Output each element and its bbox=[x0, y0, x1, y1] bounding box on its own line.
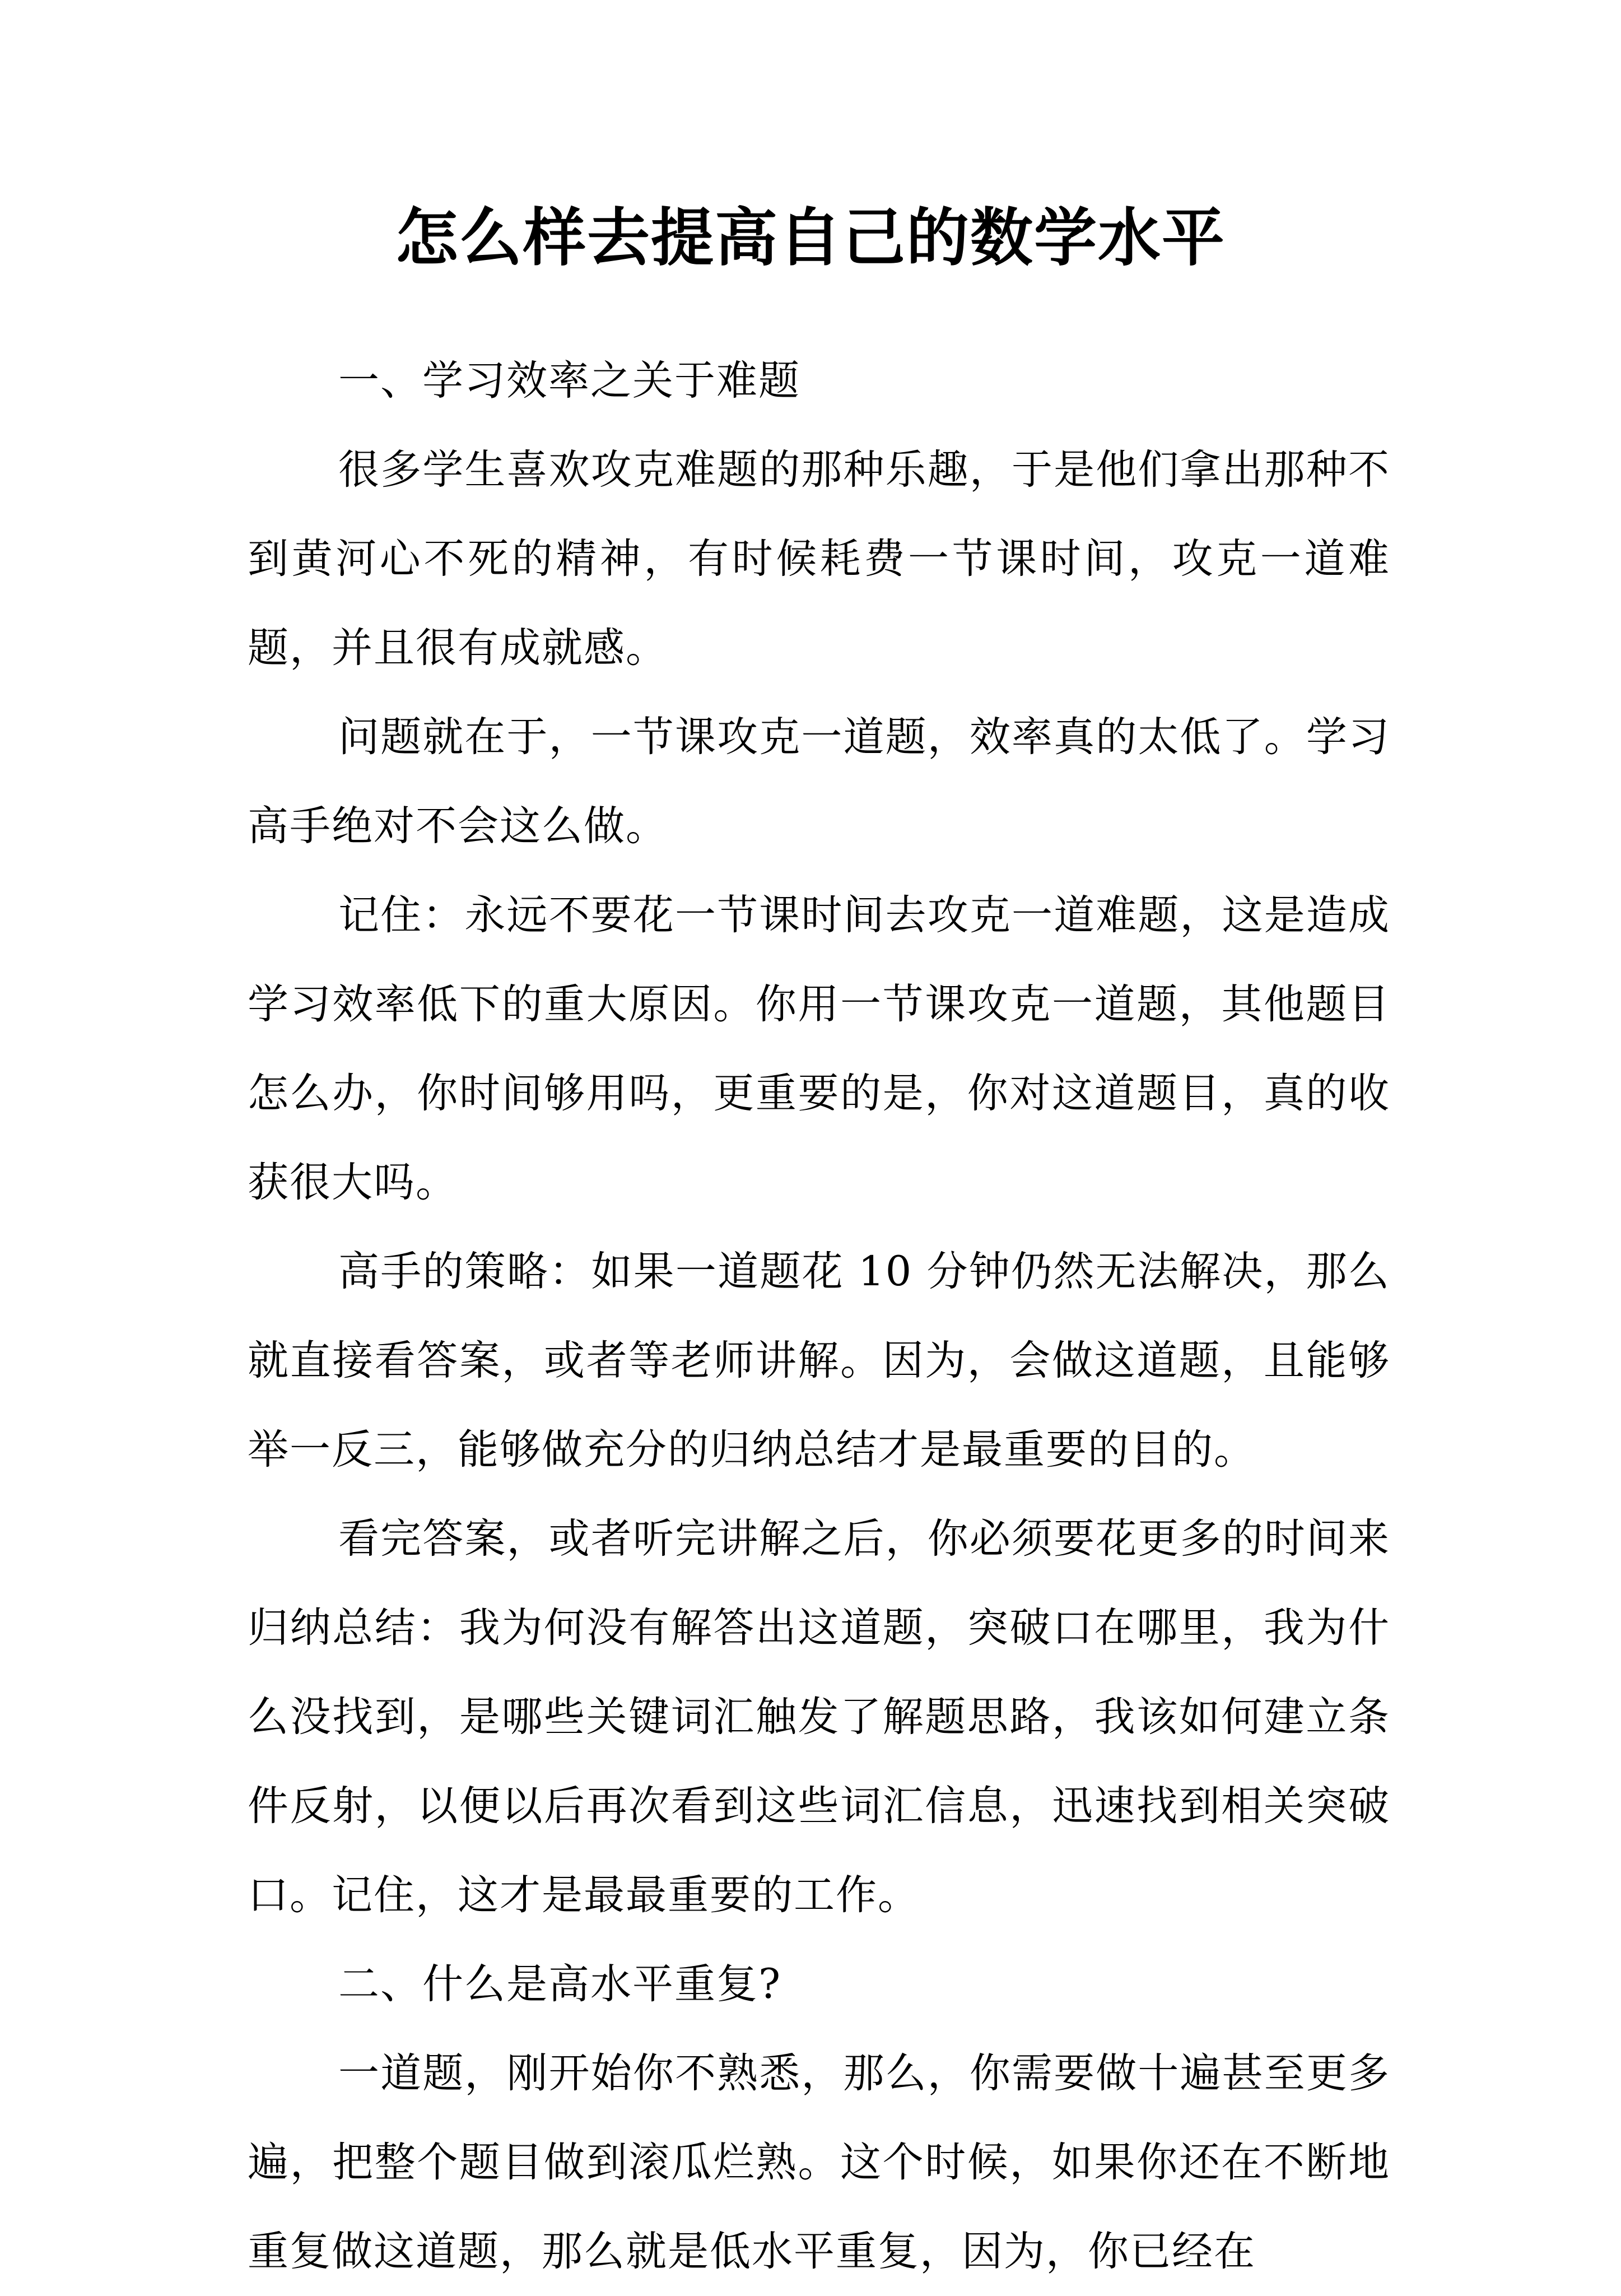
paragraph-3: 记住：永远不要花一节课时间去攻克一道难题，这是造成学习效率低下的重大原因。你用一节课攻克一道题，其他题目怎么办，你时间够用吗，更重要的是，你对这道题目，真的收获很大吗。 bbox=[248, 891, 1390, 1206]
paragraph-4: 高手的策略：如果一道题花 10 分钟仍然无法解决，那么就直接看答案，或者等老师讲解。因为，会做这道题，且能够举一反三，能够做充分的归纳总结才是最重要的目的。 bbox=[248, 1248, 1390, 1474]
document-title: 怎么样去提高自己的数学水平 bbox=[395, 201, 1226, 275]
paragraph-2: 问题就在于，一节课攻克一道题，效率真的太低了。学习高手绝对不会这么做。 bbox=[248, 713, 1390, 850]
paragraph-5: 看完答案，或者听完讲解之后，你必须要花更多的时间来归纳总结：我为何没有解答出这道题，突破口在哪里，我为什么没找到，是哪些关键词汇触发了解题思路，我该如何建立条件反射，以便以后再次看到这些词汇信息，迅速找到相关突破口。记住，这才是最最重要的工作。 bbox=[248, 1515, 1390, 1919]
section-heading-2: 二、什么是高水平重复? bbox=[338, 1960, 782, 2008]
paragraph-1: 很多学生喜欢攻克难题的那种乐趣，于是他们拿出那种不到黄河心不死的精神，有时候耗费一节课时间，攻克一道难题，并且很有成就感。 bbox=[248, 446, 1390, 672]
paragraph-6: 一道题，刚开始你不熟悉，那么，你需要做十遍甚至更多遍，把整个题目做到滚瓜烂熟。这个时候，如果你还在不断地重复做这道题，那么就是低水平重复，因为，你已经在 bbox=[248, 2049, 1390, 2275]
section-heading-1: 一、学习效率之关于难题 bbox=[338, 357, 800, 405]
document-body bbox=[248, 336, 1390, 2296]
